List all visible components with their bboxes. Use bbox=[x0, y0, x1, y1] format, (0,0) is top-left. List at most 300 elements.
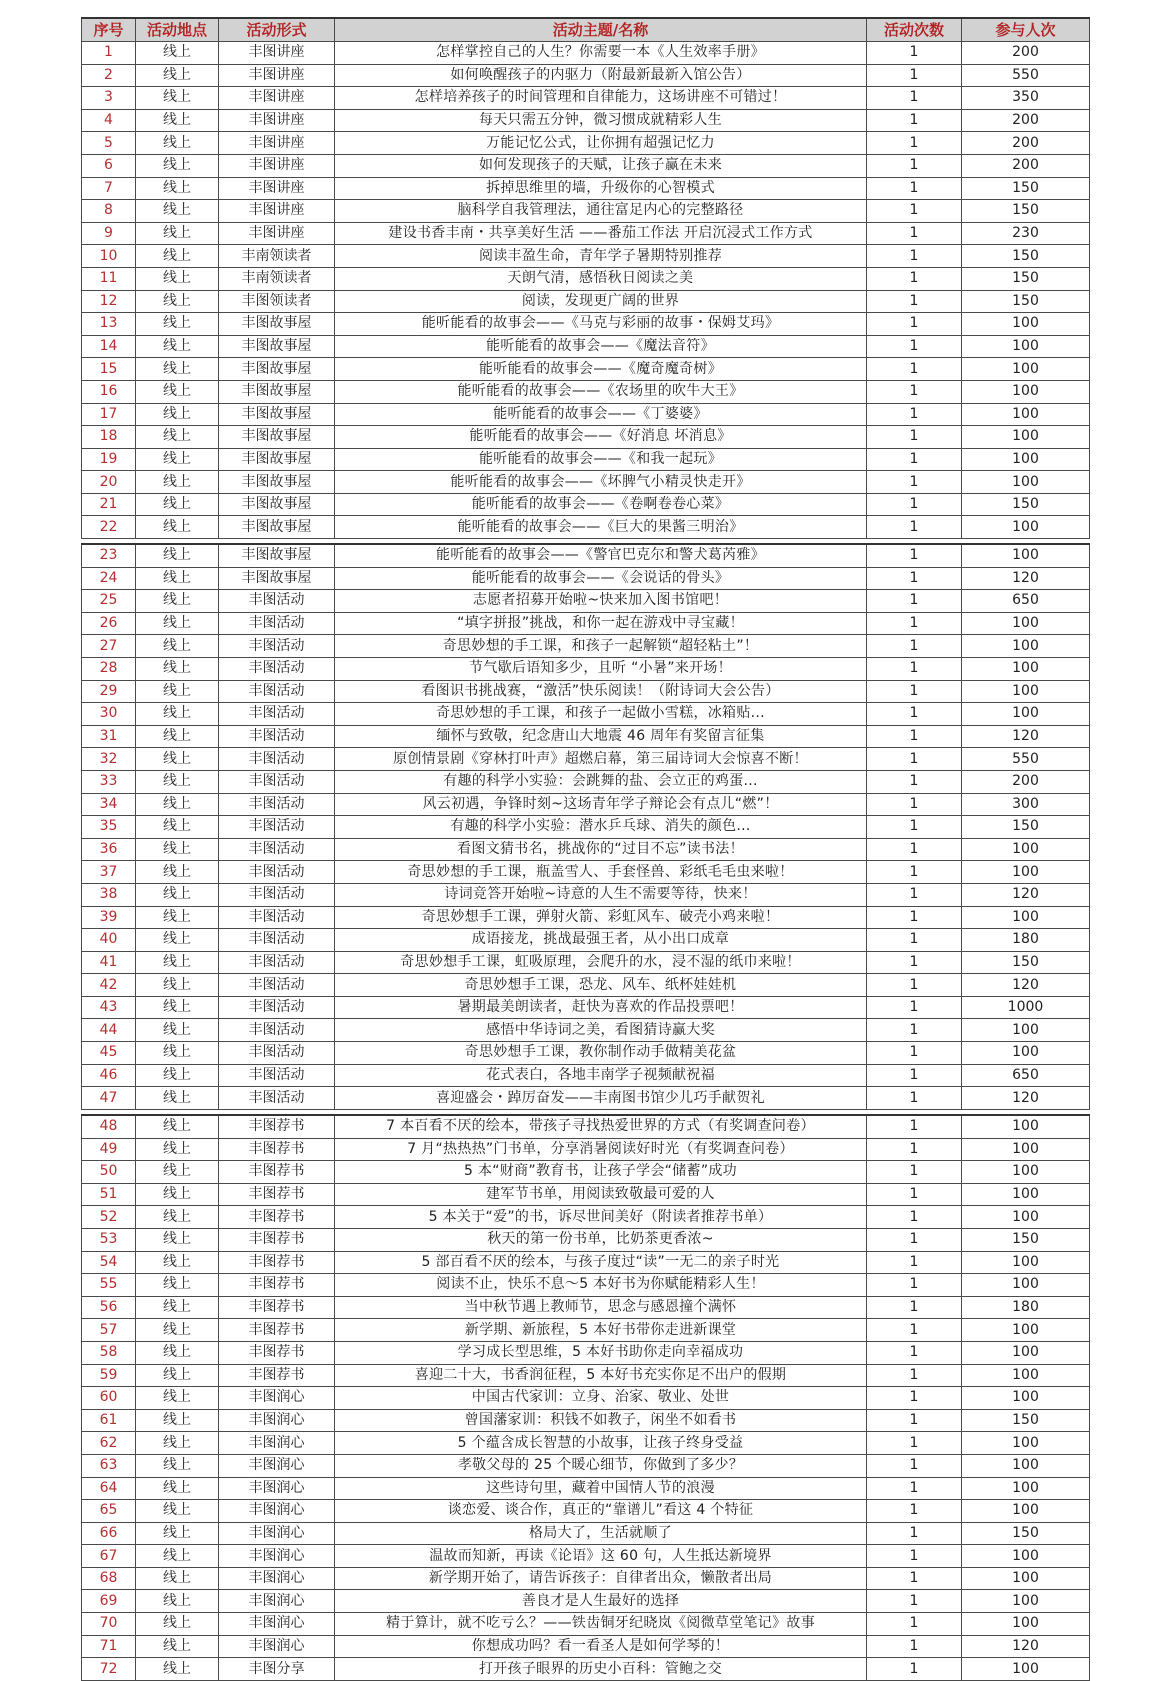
cell-index: 61 bbox=[82, 1409, 136, 1432]
cell-index: 65 bbox=[82, 1500, 136, 1523]
cell-participants: 100 bbox=[962, 906, 1090, 929]
cell-times: 1 bbox=[867, 1251, 962, 1274]
cell-index: 22 bbox=[82, 516, 136, 539]
table-row bbox=[82, 1545, 1090, 1568]
activity-table-part-1 bbox=[81, 17, 1090, 539]
cell-format: 丰图故事屋 bbox=[219, 567, 335, 590]
cell-title: 建设书香丰南・共享美好生活 ——番茄工作法 开启沉浸式工作方式 bbox=[335, 222, 867, 245]
cell-title: 有趣的科学小实验：潜水乒乓球、消失的颜色... bbox=[335, 816, 867, 839]
table-row bbox=[82, 154, 1090, 177]
cell-times: 1 bbox=[867, 154, 962, 177]
cell-times: 1 bbox=[867, 703, 962, 726]
cell-title: 阅读，发现更广阔的世界 bbox=[335, 290, 867, 313]
cell-format: 丰图润心 bbox=[219, 1635, 335, 1658]
cell-format: 丰图荐书 bbox=[219, 1115, 335, 1138]
cell-location: 线上 bbox=[136, 380, 219, 403]
table-row bbox=[82, 883, 1090, 906]
table-row bbox=[82, 1477, 1090, 1500]
cell-title: 能听能看的故事会——《魔奇魔奇树》 bbox=[335, 358, 867, 381]
cell-title: 新学期开始了，请告诉孩子：自律者出众，懒散者出局 bbox=[335, 1567, 867, 1590]
cell-format: 丰图讲座 bbox=[219, 200, 335, 223]
cell-location: 线上 bbox=[136, 657, 219, 680]
cell-location: 线上 bbox=[136, 1409, 219, 1432]
table-row bbox=[82, 906, 1090, 929]
cell-participants: 200 bbox=[962, 109, 1090, 132]
cell-times: 1 bbox=[867, 657, 962, 680]
table-row bbox=[82, 1567, 1090, 1590]
cell-index: 12 bbox=[82, 290, 136, 313]
cell-location: 线上 bbox=[136, 1296, 219, 1319]
cell-index: 72 bbox=[82, 1658, 136, 1681]
cell-format: 丰图讲座 bbox=[219, 42, 335, 65]
table-row bbox=[82, 87, 1090, 110]
cell-location: 线上 bbox=[136, 1567, 219, 1590]
cell-location: 线上 bbox=[136, 1613, 219, 1636]
cell-participants: 100 bbox=[962, 1387, 1090, 1410]
table-row bbox=[82, 567, 1090, 590]
cell-times: 1 bbox=[867, 635, 962, 658]
table-row bbox=[82, 725, 1090, 748]
cell-times: 1 bbox=[867, 770, 962, 793]
cell-title: 能听能看的故事会——《巨大的果酱三明治》 bbox=[335, 516, 867, 539]
cell-format: 丰图润心 bbox=[219, 1567, 335, 1590]
cell-participants: 100 bbox=[962, 516, 1090, 539]
cell-participants: 100 bbox=[962, 1658, 1090, 1681]
cell-participants: 200 bbox=[962, 132, 1090, 155]
cell-participants: 200 bbox=[962, 42, 1090, 65]
cell-index: 10 bbox=[82, 245, 136, 268]
cell-title: 这些诗句里，藏着中国情人节的浪漫 bbox=[335, 1477, 867, 1500]
table-row bbox=[82, 657, 1090, 680]
table-row bbox=[82, 861, 1090, 884]
cell-title: 新学期、新旅程，5 本好书带你走进新课堂 bbox=[335, 1319, 867, 1342]
cell-format: 丰图故事屋 bbox=[219, 493, 335, 516]
cell-index: 42 bbox=[82, 974, 136, 997]
cell-times: 1 bbox=[867, 426, 962, 449]
cell-times: 1 bbox=[867, 1432, 962, 1455]
cell-participants: 150 bbox=[962, 951, 1090, 974]
cell-index: 23 bbox=[82, 544, 136, 567]
cell-title: 能听能看的故事会——《农场里的吹牛大王》 bbox=[335, 380, 867, 403]
cell-times: 1 bbox=[867, 222, 962, 245]
cell-title: 建军节书单，用阅读致敬最可爱的人 bbox=[335, 1183, 867, 1206]
cell-title: 奇思妙想手工课，虹吸原理，会爬升的水，浸不湿的纸巾来啦！ bbox=[335, 951, 867, 974]
cell-format: 丰图润心 bbox=[219, 1454, 335, 1477]
cell-title: 怎样掌控自己的人生？你需要一本《人生效率手册》 bbox=[335, 42, 867, 65]
cell-location: 线上 bbox=[136, 1454, 219, 1477]
cell-location: 线上 bbox=[136, 177, 219, 200]
cell-title: 7 本百看不厌的绘本，带孩子寻找热爱世界的方式（有奖调查问卷） bbox=[335, 1115, 867, 1138]
cell-title: 善良才是人生最好的选择 bbox=[335, 1590, 867, 1613]
cell-location: 线上 bbox=[136, 544, 219, 567]
cell-title: 能听能看的故事会——《马克与彩丽的故事・保姆艾玛》 bbox=[335, 313, 867, 336]
cell-format: 丰图活动 bbox=[219, 748, 335, 771]
cell-format: 丰图讲座 bbox=[219, 154, 335, 177]
cell-format: 丰图荐书 bbox=[219, 1364, 335, 1387]
cell-title: 能听能看的故事会——《和我一起玩》 bbox=[335, 448, 867, 471]
cell-location: 线上 bbox=[136, 222, 219, 245]
cell-format: 丰图活动 bbox=[219, 612, 335, 635]
cell-times: 1 bbox=[867, 335, 962, 358]
cell-times: 1 bbox=[867, 1454, 962, 1477]
cell-times: 1 bbox=[867, 680, 962, 703]
cell-format: 丰图荐书 bbox=[219, 1138, 335, 1161]
activity-table-part-2 bbox=[81, 543, 1090, 1110]
cell-format: 丰图润心 bbox=[219, 1590, 335, 1613]
cell-format: 丰图活动 bbox=[219, 725, 335, 748]
header-index: 序号 bbox=[82, 18, 136, 42]
cell-title: 中国古代家训：立身、治家、敬业、处世 bbox=[335, 1387, 867, 1410]
cell-format: 丰图故事屋 bbox=[219, 313, 335, 336]
cell-times: 1 bbox=[867, 1319, 962, 1342]
cell-format: 丰图荐书 bbox=[219, 1296, 335, 1319]
cell-times: 1 bbox=[867, 1545, 962, 1568]
cell-times: 1 bbox=[867, 793, 962, 816]
table-row bbox=[82, 1161, 1090, 1184]
cell-title: 能听能看的故事会——《警官巴克尔和警犬葛芮雅》 bbox=[335, 544, 867, 567]
cell-location: 线上 bbox=[136, 1087, 219, 1110]
cell-times: 1 bbox=[867, 493, 962, 516]
cell-times: 1 bbox=[867, 816, 962, 839]
cell-location: 线上 bbox=[136, 335, 219, 358]
cell-title: 能听能看的故事会——《好消息 坏消息》 bbox=[335, 426, 867, 449]
cell-title: 看图识书挑战赛，“激活”快乐阅读！（附诗词大会公告） bbox=[335, 680, 867, 703]
cell-participants: 550 bbox=[962, 64, 1090, 87]
cell-participants: 650 bbox=[962, 1064, 1090, 1087]
table-row bbox=[82, 929, 1090, 952]
cell-location: 线上 bbox=[136, 680, 219, 703]
cell-index: 43 bbox=[82, 996, 136, 1019]
table-row bbox=[82, 544, 1090, 567]
cell-location: 线上 bbox=[136, 313, 219, 336]
table-row bbox=[82, 1319, 1090, 1342]
cell-participants: 100 bbox=[962, 612, 1090, 635]
cell-times: 1 bbox=[867, 1064, 962, 1087]
table-row bbox=[82, 590, 1090, 613]
cell-times: 1 bbox=[867, 748, 962, 771]
table-row bbox=[82, 1658, 1090, 1681]
cell-title: 看图文猜书名，挑战你的“过目不忘”读书法！ bbox=[335, 838, 867, 861]
cell-title: 奇思妙想手工课，教你制作动手做精美花盆 bbox=[335, 1042, 867, 1065]
table-row bbox=[82, 748, 1090, 771]
table-row bbox=[82, 1138, 1090, 1161]
cell-times: 1 bbox=[867, 200, 962, 223]
cell-location: 线上 bbox=[136, 951, 219, 974]
cell-location: 线上 bbox=[136, 748, 219, 771]
table-row bbox=[82, 1228, 1090, 1251]
cell-location: 线上 bbox=[136, 493, 219, 516]
cell-times: 1 bbox=[867, 313, 962, 336]
cell-index: 13 bbox=[82, 313, 136, 336]
cell-index: 70 bbox=[82, 1613, 136, 1636]
cell-index: 52 bbox=[82, 1206, 136, 1229]
cell-index: 30 bbox=[82, 703, 136, 726]
cell-participants: 100 bbox=[962, 1206, 1090, 1229]
cell-title: 奇思妙想的手工课，和孩子一起解锁“超轻粘土”！ bbox=[335, 635, 867, 658]
cell-location: 线上 bbox=[136, 516, 219, 539]
cell-title: 如何发现孩子的天赋，让孩子赢在未来 bbox=[335, 154, 867, 177]
cell-participants: 300 bbox=[962, 793, 1090, 816]
table-row bbox=[82, 1251, 1090, 1274]
cell-times: 1 bbox=[867, 996, 962, 1019]
cell-location: 线上 bbox=[136, 1341, 219, 1364]
cell-index: 56 bbox=[82, 1296, 136, 1319]
cell-times: 1 bbox=[867, 177, 962, 200]
header-times: 活动次数 bbox=[867, 18, 962, 42]
cell-location: 线上 bbox=[136, 1545, 219, 1568]
table-row bbox=[82, 471, 1090, 494]
cell-title: 曾国藩家训：积钱不如教子，闲坐不如看书 bbox=[335, 1409, 867, 1432]
cell-title: 志愿者招募开始啦~快来加入图书馆吧！ bbox=[335, 590, 867, 613]
cell-index: 25 bbox=[82, 590, 136, 613]
table-row bbox=[82, 974, 1090, 997]
cell-participants: 180 bbox=[962, 1296, 1090, 1319]
table-row bbox=[82, 380, 1090, 403]
cell-participants: 120 bbox=[962, 1635, 1090, 1658]
cell-index: 39 bbox=[82, 906, 136, 929]
cell-times: 1 bbox=[867, 1590, 962, 1613]
cell-participants: 100 bbox=[962, 1567, 1090, 1590]
table-row bbox=[82, 42, 1090, 65]
cell-times: 1 bbox=[867, 245, 962, 268]
cell-times: 1 bbox=[867, 380, 962, 403]
cell-title: 暑期最美朗读者，赶快为喜欢的作品投票吧！ bbox=[335, 996, 867, 1019]
cell-participants: 650 bbox=[962, 590, 1090, 613]
cell-title: 有趣的科学小实验：会跳舞的盐、会立正的鸡蛋... bbox=[335, 770, 867, 793]
cell-participants: 150 bbox=[962, 290, 1090, 313]
cell-format: 丰图故事屋 bbox=[219, 335, 335, 358]
cell-location: 线上 bbox=[136, 1319, 219, 1342]
cell-index: 71 bbox=[82, 1635, 136, 1658]
cell-title: 学习成长型思维，5 本好书助你走向幸福成功 bbox=[335, 1341, 867, 1364]
cell-index: 59 bbox=[82, 1364, 136, 1387]
cell-title: 你想成功吗？看一看圣人是如何学琴的！ bbox=[335, 1635, 867, 1658]
cell-title: 如何唤醒孩子的内驱力（附最新最新入馆公告） bbox=[335, 64, 867, 87]
cell-title: 5 本“财商”教育书，让孩子学会“储蓄”成功 bbox=[335, 1161, 867, 1184]
cell-format: 丰图讲座 bbox=[219, 109, 335, 132]
cell-location: 线上 bbox=[136, 770, 219, 793]
cell-location: 线上 bbox=[136, 1183, 219, 1206]
table-row bbox=[82, 951, 1090, 974]
cell-format: 丰图荐书 bbox=[219, 1341, 335, 1364]
cell-title: 怎样培养孩子的时间管理和自律能力，这场讲座不可错过！ bbox=[335, 87, 867, 110]
cell-location: 线上 bbox=[136, 200, 219, 223]
table-row bbox=[82, 1296, 1090, 1319]
cell-location: 线上 bbox=[136, 1228, 219, 1251]
cell-format: 丰图故事屋 bbox=[219, 471, 335, 494]
cell-format: 丰图故事屋 bbox=[219, 380, 335, 403]
table-row bbox=[82, 448, 1090, 471]
cell-participants: 200 bbox=[962, 770, 1090, 793]
cell-index: 46 bbox=[82, 1064, 136, 1087]
cell-location: 线上 bbox=[136, 1064, 219, 1087]
table-row bbox=[82, 426, 1090, 449]
cell-format: 丰图活动 bbox=[219, 703, 335, 726]
cell-format: 丰图润心 bbox=[219, 1387, 335, 1410]
cell-title: 天朗气清，感悟秋日阅读之美 bbox=[335, 267, 867, 290]
table-row bbox=[82, 222, 1090, 245]
table-header-row bbox=[82, 18, 1090, 42]
cell-title: 5 个蕴含成长智慧的小故事，让孩子终身受益 bbox=[335, 1432, 867, 1455]
table-row bbox=[82, 1590, 1090, 1613]
cell-format: 丰南领读者 bbox=[219, 267, 335, 290]
cell-times: 1 bbox=[867, 1387, 962, 1410]
table-row bbox=[82, 1364, 1090, 1387]
cell-title: 奇思妙想手工课，恐龙、风车、纸杯娃娃机 bbox=[335, 974, 867, 997]
cell-times: 1 bbox=[867, 1138, 962, 1161]
cell-location: 线上 bbox=[136, 471, 219, 494]
cell-title: 每天只需五分钟，微习惯成就精彩人生 bbox=[335, 109, 867, 132]
cell-times: 1 bbox=[867, 516, 962, 539]
cell-location: 线上 bbox=[136, 974, 219, 997]
table-row bbox=[82, 793, 1090, 816]
table-row bbox=[82, 635, 1090, 658]
cell-times: 1 bbox=[867, 1087, 962, 1110]
cell-participants: 150 bbox=[962, 200, 1090, 223]
cell-format: 丰图领读者 bbox=[219, 290, 335, 313]
cell-location: 线上 bbox=[136, 1590, 219, 1613]
cell-times: 1 bbox=[867, 1341, 962, 1364]
table-row bbox=[82, 358, 1090, 381]
cell-times: 1 bbox=[867, 403, 962, 426]
cell-format: 丰图讲座 bbox=[219, 132, 335, 155]
table-row bbox=[82, 1042, 1090, 1065]
table-row bbox=[82, 1274, 1090, 1297]
cell-index: 6 bbox=[82, 154, 136, 177]
cell-participants: 100 bbox=[962, 1432, 1090, 1455]
cell-index: 58 bbox=[82, 1341, 136, 1364]
table-row bbox=[82, 1432, 1090, 1455]
cell-index: 1 bbox=[82, 42, 136, 65]
cell-index: 33 bbox=[82, 770, 136, 793]
cell-location: 线上 bbox=[136, 1387, 219, 1410]
cell-index: 45 bbox=[82, 1042, 136, 1065]
cell-location: 线上 bbox=[136, 1635, 219, 1658]
header-title: 活动主题/名称 bbox=[335, 18, 867, 42]
cell-times: 1 bbox=[867, 861, 962, 884]
cell-participants: 100 bbox=[962, 1590, 1090, 1613]
cell-title: 格局大了，生活就顺了 bbox=[335, 1522, 867, 1545]
table-row bbox=[82, 245, 1090, 268]
cell-location: 线上 bbox=[136, 838, 219, 861]
cell-times: 1 bbox=[867, 290, 962, 313]
cell-index: 17 bbox=[82, 403, 136, 426]
cell-format: 丰图润心 bbox=[219, 1432, 335, 1455]
cell-index: 66 bbox=[82, 1522, 136, 1545]
cell-index: 38 bbox=[82, 883, 136, 906]
cell-times: 1 bbox=[867, 1206, 962, 1229]
cell-participants: 100 bbox=[962, 1341, 1090, 1364]
header-format: 活动形式 bbox=[219, 18, 335, 42]
header-participants: 参与人次 bbox=[962, 18, 1090, 42]
cell-format: 丰图讲座 bbox=[219, 87, 335, 110]
cell-index: 26 bbox=[82, 612, 136, 635]
cell-format: 丰图讲座 bbox=[219, 222, 335, 245]
cell-times: 1 bbox=[867, 883, 962, 906]
cell-participants: 100 bbox=[962, 1251, 1090, 1274]
cell-index: 32 bbox=[82, 748, 136, 771]
cell-title: 温故而知新，再读《论语》这 60 句，人生抵达新境界 bbox=[335, 1545, 867, 1568]
cell-location: 线上 bbox=[136, 403, 219, 426]
cell-location: 线上 bbox=[136, 245, 219, 268]
cell-location: 线上 bbox=[136, 1477, 219, 1500]
cell-index: 3 bbox=[82, 87, 136, 110]
cell-format: 丰图润心 bbox=[219, 1613, 335, 1636]
cell-times: 1 bbox=[867, 1613, 962, 1636]
cell-title: 喜迎二十大，书香润征程，5 本好书充实你足不出户的假期 bbox=[335, 1364, 867, 1387]
cell-index: 11 bbox=[82, 267, 136, 290]
cell-participants: 100 bbox=[962, 471, 1090, 494]
cell-index: 41 bbox=[82, 951, 136, 974]
cell-location: 线上 bbox=[136, 1522, 219, 1545]
cell-title: 能听能看的故事会——《丁婆婆》 bbox=[335, 403, 867, 426]
table-row bbox=[82, 493, 1090, 516]
cell-index: 35 bbox=[82, 816, 136, 839]
cell-participants: 100 bbox=[962, 358, 1090, 381]
cell-index: 4 bbox=[82, 109, 136, 132]
cell-participants: 350 bbox=[962, 87, 1090, 110]
cell-location: 线上 bbox=[136, 906, 219, 929]
cell-participants: 100 bbox=[962, 380, 1090, 403]
cell-times: 1 bbox=[867, 1115, 962, 1138]
cell-location: 线上 bbox=[136, 42, 219, 65]
cell-location: 线上 bbox=[136, 1138, 219, 1161]
cell-times: 1 bbox=[867, 590, 962, 613]
cell-participants: 230 bbox=[962, 222, 1090, 245]
cell-participants: 100 bbox=[962, 313, 1090, 336]
cell-location: 线上 bbox=[136, 132, 219, 155]
cell-format: 丰图活动 bbox=[219, 906, 335, 929]
cell-format: 丰图故事屋 bbox=[219, 426, 335, 449]
cell-participants: 120 bbox=[962, 1087, 1090, 1110]
table-row bbox=[82, 516, 1090, 539]
cell-participants: 100 bbox=[962, 1019, 1090, 1042]
cell-location: 线上 bbox=[136, 725, 219, 748]
cell-index: 28 bbox=[82, 657, 136, 680]
cell-participants: 120 bbox=[962, 725, 1090, 748]
cell-index: 55 bbox=[82, 1274, 136, 1297]
table-row bbox=[82, 612, 1090, 635]
cell-title: 感悟中华诗词之美，看图猜诗赢大奖 bbox=[335, 1019, 867, 1042]
activity-table-part-3 bbox=[81, 1114, 1090, 1681]
table-row bbox=[82, 1206, 1090, 1229]
cell-format: 丰图活动 bbox=[219, 657, 335, 680]
cell-title: 5 部百看不厌的绘本，与孩子度过“读”一无二的亲子时光 bbox=[335, 1251, 867, 1274]
cell-participants: 150 bbox=[962, 1228, 1090, 1251]
cell-participants: 100 bbox=[962, 1274, 1090, 1297]
cell-location: 线上 bbox=[136, 154, 219, 177]
cell-format: 丰图荐书 bbox=[219, 1183, 335, 1206]
cell-location: 线上 bbox=[136, 883, 219, 906]
cell-times: 1 bbox=[867, 1019, 962, 1042]
cell-title: 7 月“热热热”门书单，分享消暑阅读好时光（有奖调查问卷） bbox=[335, 1138, 867, 1161]
cell-times: 1 bbox=[867, 906, 962, 929]
cell-participants: 150 bbox=[962, 493, 1090, 516]
cell-format: 丰南领读者 bbox=[219, 245, 335, 268]
cell-index: 44 bbox=[82, 1019, 136, 1042]
cell-index: 24 bbox=[82, 567, 136, 590]
table-row bbox=[82, 1341, 1090, 1364]
cell-location: 线上 bbox=[136, 290, 219, 313]
cell-times: 1 bbox=[867, 1228, 962, 1251]
cell-times: 1 bbox=[867, 725, 962, 748]
cell-format: 丰图活动 bbox=[219, 635, 335, 658]
cell-location: 线上 bbox=[136, 358, 219, 381]
cell-format: 丰图润心 bbox=[219, 1409, 335, 1432]
cell-location: 线上 bbox=[136, 996, 219, 1019]
cell-index: 50 bbox=[82, 1161, 136, 1184]
cell-format: 丰图故事屋 bbox=[219, 516, 335, 539]
